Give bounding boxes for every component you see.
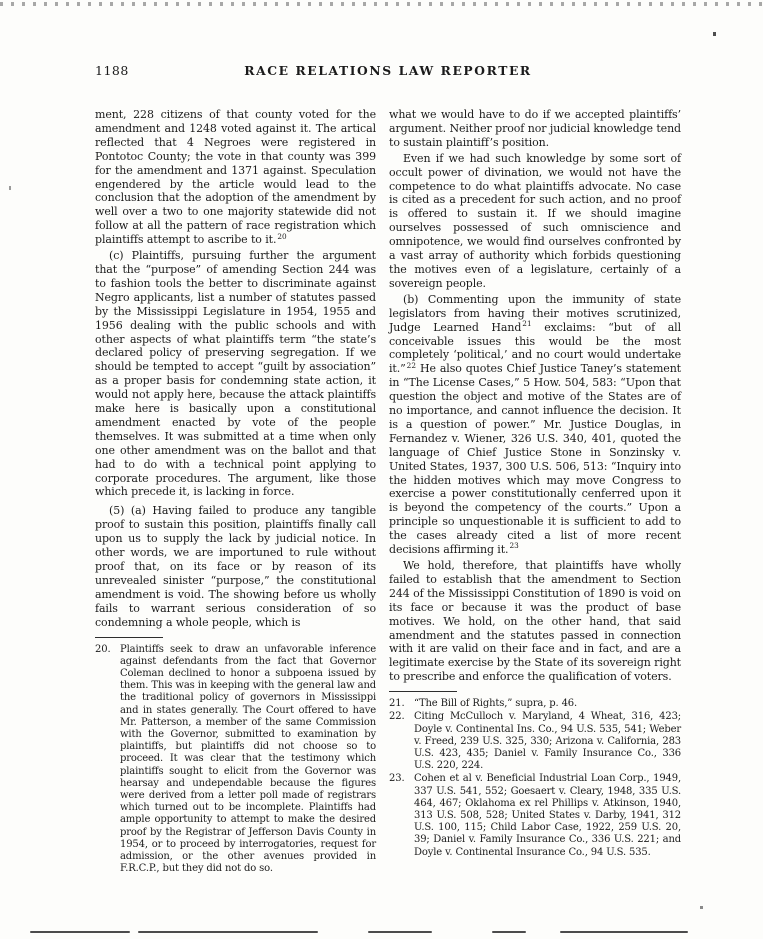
footnote	[389, 773, 681, 858]
footnote	[389, 711, 681, 772]
running-head-title: RACE RELATIONS LAW REPORTER	[244, 63, 532, 78]
body-paragraph: (5) (a) Having failed to produce any tangible proof to sustain this position, plaintiffs finally call upon us to supply the lack by judicial notice. In other words, we are importuned to rule without proof that, on its face or by reason of its unrevealed sinister “purpose,” the constitutional amendment is void. The showing before us wholly fails to warrant serious consideration of so condemning a whole people, which is	[95, 504, 376, 629]
footnote-number: 22.	[389, 711, 405, 723]
footnote-reference: 23	[509, 541, 519, 551]
body-paragraph: ment, 228 citizens of that county voted for the amendment and 1248 voted against it. The artical reflected that 4 Negroes were registered in Pontotoc County; the vote in that county was 399 for the amendment and 1371 against. Speculation engendered by the article would lead to the conclusion that the adoption of the amendment by well over a two to one majority statewide did not follow at all the pattern of race registration which plaintiffs attempt to ascribe to it.$^{20}$	[95, 108, 376, 247]
footnote-number: 20.	[95, 643, 111, 655]
body-paragraph: what we would have to do if we accepted plaintiffs’ argument. Neither proof nor judicial knowledge tend to sustain plaintiff’s position.	[389, 108, 681, 149]
footnote-reference: 22	[406, 360, 416, 370]
page-number: 1188	[95, 63, 129, 78]
footnote	[95, 644, 376, 876]
footnote-reference: 20	[277, 231, 287, 241]
footnote-reference: 21	[522, 318, 532, 328]
body-paragraph: (b) Commenting upon the immunity of state legislators from having their motives scrutinized, Judge Learned Hand$^{21}$ exclaims: “but of all conceivable issues this would be the most completely ‘political,’ and no court would undertake it.”$^{22}$ He also quotes Chief Justice Taney’s statement in “The License Cases,” 5 How. 504, 583: “Upon that question the object and motive of the States are of no importance, and cannot influence the decision. It is a question of power.” Mr. Justice Douglas, in Fernandez v. Wiener, 326 U.S. 340, 401, quoted the language of Chief Justice Stone in Sonzinsky v. United States, 1937, 300 U.S. 506, 513: “Inquiry into the hidden motives which may move Congress to exercise a power constitutionally cenferred upon it is beyond the competency of the courts.” Upon a principle so unquestionable it is sufficient to add to the cases already cited a list of more recent decisions affirming it.$^{23}$	[389, 292, 682, 557]
left-column-footnotes	[95, 644, 376, 876]
scan-line-segment	[560, 931, 688, 933]
scan-edge-broken-line	[0, 930, 763, 934]
scan-line-segment	[368, 931, 432, 933]
body-paragraph: We hold, therefore, that plaintiffs have wholly failed to establish that the amendment to Section 244 of the Mississippi Constitution of 1890 is void on its face or because it was the product of base motives. We hold, on the other hand, that said amendment and the statutes passed in connection with it are valid on their face and in fact, and are a legitimate exercise by the State of its sovereign right to prescribe and enforce the qualification of voters.	[389, 559, 681, 684]
footnote-text: Plaintiffs seek to draw an unfavorable inference against defendants from the fact that Governor Coleman declined to honor a subpoena issued by them. This was in keeping with the general law and the traditional policy of governors in Mississippi and in states generally. The Court offered to have Mr. Patterson, a member of the same Commission with the Governor, submitted to examination by plaintiffs, but plaintiffs did not choose so to proceed. It was clear that the testimony which plaintiffs sought to elicit from the Governor was hearsay and undependable because the figures were derived from a letter poll made of registrars which turned out to be incomplete. Plaintiffs had ample opportunity to attempt to make the desired proof by the Registrar of Jefferson Davis County in 1954, or to proceed by interrogatories, request for admission, or the other avenues provided in F.R.C.P., but they did not do so.	[120, 643, 376, 875]
footnote-text: “The Bill of Rights,” supra, p. 46.	[414, 698, 578, 710]
footnote-separator-rule	[389, 691, 457, 692]
right-column-footnotes	[389, 698, 681, 859]
scan-speck	[713, 32, 716, 36]
right-column	[389, 108, 681, 860]
scan-edge-dotted-line	[0, 2, 763, 6]
footnote	[389, 698, 681, 710]
left-column	[95, 108, 376, 876]
footnote-separator-rule	[95, 637, 163, 638]
scan-line-segment	[138, 931, 318, 933]
footnote-text: Cohen et al v. Beneficial Industrial Loan Corp., 1949, 337 U.S. 541, 552; Goesaert v. Cleary, 1948, 335 U.S. 464, 467; Oklahoma ex rel Phillips v. Atkinson, 1940, 313 U.S. 508, 528; United States v. Darby, 1941, 312 U.S. 100, 115; Child Labor Case, 1922, 259 U.S. 20, 39; Daniel v. Family Insurance Co., 336 U.S. 221; and Doyle v. Continental Insurance Co., 94 U.S. 535.	[414, 773, 681, 858]
footnote-number: 21.	[389, 698, 405, 710]
footnote-text: Citing McCulloch v. Maryland, 4 Wheat, 316, 423; Doyle v. Continental Ins. Co., 94 U.S. 535, 541; Weber v. Freed, 239 U.S. 325, 330; Arizona v. California, 283 U.S. 423, 435; Daniel v. Family Insurance Co., 336 U.S. 220, 224.	[414, 711, 681, 772]
footnote-number: 23.	[389, 773, 405, 785]
scan-line-segment	[492, 931, 526, 933]
right-column-body	[389, 108, 681, 684]
scan-line-segment	[30, 931, 130, 933]
body-paragraph: (c) Plaintiffs, pursuing further the argument that the “purpose” of amending Section 244 was to fashion tools the better to discriminate against Negro applicants, list a number of statutes passed by the Mississippi Legislature in 1954, 1955 and 1956 dealing with the public schools and with other aspects of what plaintiffs term “the state’s declared policy of preserving segregation. If we should be tempted to accept “guilt by association” as a proper basis for condemning state action, it would not apply here, because the attack plaintiffs make here is basically upon a constitutional amendment enacted by vote of the people themselves. It was submitted at a time when only one other amendment was on the ballot and that had to do with a technical point applying to corporate procedures. The argument, like those which precede it, is lacking in force.	[95, 249, 376, 499]
scan-speck	[700, 906, 703, 909]
scan-speck	[9, 186, 11, 190]
body-paragraph: Even if we had such knowledge by some sort of occult power of divination, we would not have the competence to do what plaintiffs advocate. No case is cited as a precedent for such action, and no proof is offered to sustain it. If we should imagine ourselves possessed of such omniscience and omnipotence, we would find ourselves confronted by a vast array of authority which forbids questioning the motives even of a legislature, certainly of a sovereign people.	[389, 151, 681, 290]
left-column-body	[95, 108, 376, 630]
page-header	[95, 63, 681, 81]
